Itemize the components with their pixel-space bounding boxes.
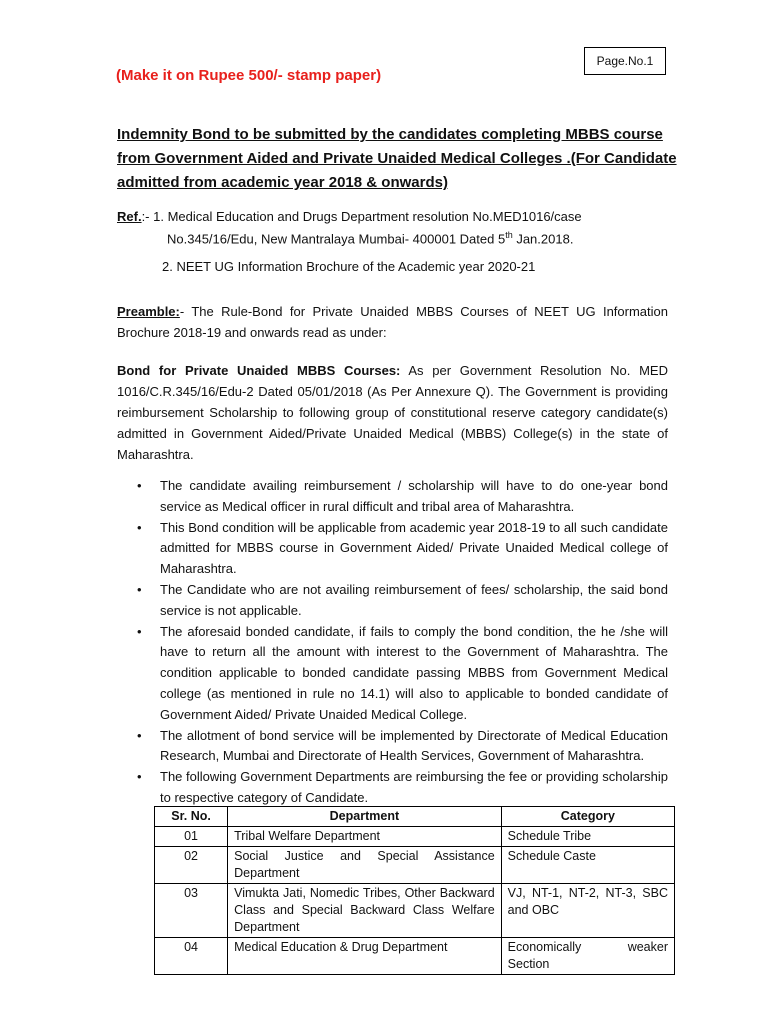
stamp-paper-note: (Make it on Rupee 500/- stamp paper) xyxy=(116,67,382,84)
title-line: admitted from academic year 2018 & onwards) xyxy=(117,174,448,191)
list-item: • This Bond condition will be applicable from academic year 2018-19 to all such candidate admitted for MBBS course in Government Aided/ Private Unaided Medical college of Maharashtra. xyxy=(117,518,668,580)
department-table xyxy=(154,806,675,975)
list-item: • The candidate availing reimbursement / scholarship will have to do one-year bond service as Medical officer in rural difficult and tribal area of Maharashtra. xyxy=(117,476,668,518)
cell-category: Schedule Caste xyxy=(501,847,674,884)
ref-line-2-end: Jan.2018. xyxy=(512,231,574,247)
ref-line-2: No.345/16/Edu, New Mantralaya Mumbai- 400001 Dated 5 xyxy=(167,231,506,247)
table-row xyxy=(155,827,675,847)
cell-category: Economically weaker Section xyxy=(501,938,674,975)
list-item: • The allotment of bond service will be implemented by Directorate of Medical Education Research, Mumbai and Directorate of Health Services, Government of Maharashtra. xyxy=(117,726,668,768)
ref-label: Ref. xyxy=(117,209,142,224)
list-item: • The aforesaid bonded candidate, if fails to comply the bond condition, the he /she will have to return all the amount with interest to the Government of Maharashtra. The condition applicable to bonded candidate passing MBBS from Government Medical college (as mentioned in rule no 14.1) will also to applicable to bonded candidate of Government Aided/ Private Unaided Medical College. xyxy=(117,622,668,726)
page-number-box: Page.No.1 xyxy=(584,47,666,75)
ref-line-2-sup: th xyxy=(505,230,513,240)
preamble-paragraph xyxy=(117,301,668,343)
preamble-label: Preamble: xyxy=(117,304,180,319)
cell-department: Tribal Welfare Department xyxy=(228,827,502,847)
list-item: • The following Government Departments are reimbursing the fee or providing scholarship to respective category of Candidate. xyxy=(117,767,668,809)
cell-department: Vimukta Jati, Nomedic Tribes, Other Backward Class and Special Backward Class Welfare Department xyxy=(228,884,502,938)
bond-conditions-list xyxy=(117,476,668,809)
header-category: Category xyxy=(501,807,674,827)
header-department: Department xyxy=(228,807,502,827)
table-row xyxy=(155,938,675,975)
header-sr-no: Sr. No. xyxy=(155,807,228,827)
bond-paragraph xyxy=(117,360,668,465)
cell-department: Medical Education & Drug Department xyxy=(228,938,502,975)
cell-sr-no: 02 xyxy=(155,847,228,884)
table-header-row xyxy=(155,807,675,827)
cell-category: Schedule Tribe xyxy=(501,827,674,847)
bond-text: As per Government Resolution No. MED 1016/C.R.345/16/Edu-2 Dated 05/01/2018 (As Per Annexure Q). The Government is providing reimbursement Scholarship to following group of constitutional reserve category candidate(s) admitted in Government Aided/Private Unaided Medical (MBBS) College(s) in the state of Maharashtra. xyxy=(117,363,668,462)
ref-line-1: :- 1. Medical Education and Drugs Department resolution No.MED1016/case xyxy=(141,209,582,224)
preamble-text: - The Rule-Bond for Private Unaided MBBS Courses of NEET UG Information Brochure 2018-19 and onwards read as under: xyxy=(117,304,668,340)
reference-item-2: 2. NEET UG Information Brochure of the Academic year 2020-21 xyxy=(162,259,536,274)
reference-block xyxy=(117,207,668,248)
cell-department: Social Justice and Special Assistance Department xyxy=(228,847,502,884)
cell-sr-no: 01 xyxy=(155,827,228,847)
cell-sr-no: 04 xyxy=(155,938,228,975)
cell-category: VJ, NT-1, NT-2, NT-3, SBC and OBC xyxy=(501,884,674,938)
title-line: Indemnity Bond to be submitted by the candidates completing MBBS course xyxy=(117,126,663,143)
table-row xyxy=(155,847,675,884)
bond-label: Bond for Private Unaided MBBS Courses: xyxy=(117,363,401,378)
list-item: • The Candidate who are not availing reimbursement of fees/ scholarship, the said bond service is not applicable. xyxy=(117,580,668,622)
document-title xyxy=(117,123,677,195)
cell-sr-no: 03 xyxy=(155,884,228,938)
title-line: from Government Aided and Private Unaided Medical Colleges .(For Candidate xyxy=(117,150,677,167)
table-row xyxy=(155,884,675,938)
